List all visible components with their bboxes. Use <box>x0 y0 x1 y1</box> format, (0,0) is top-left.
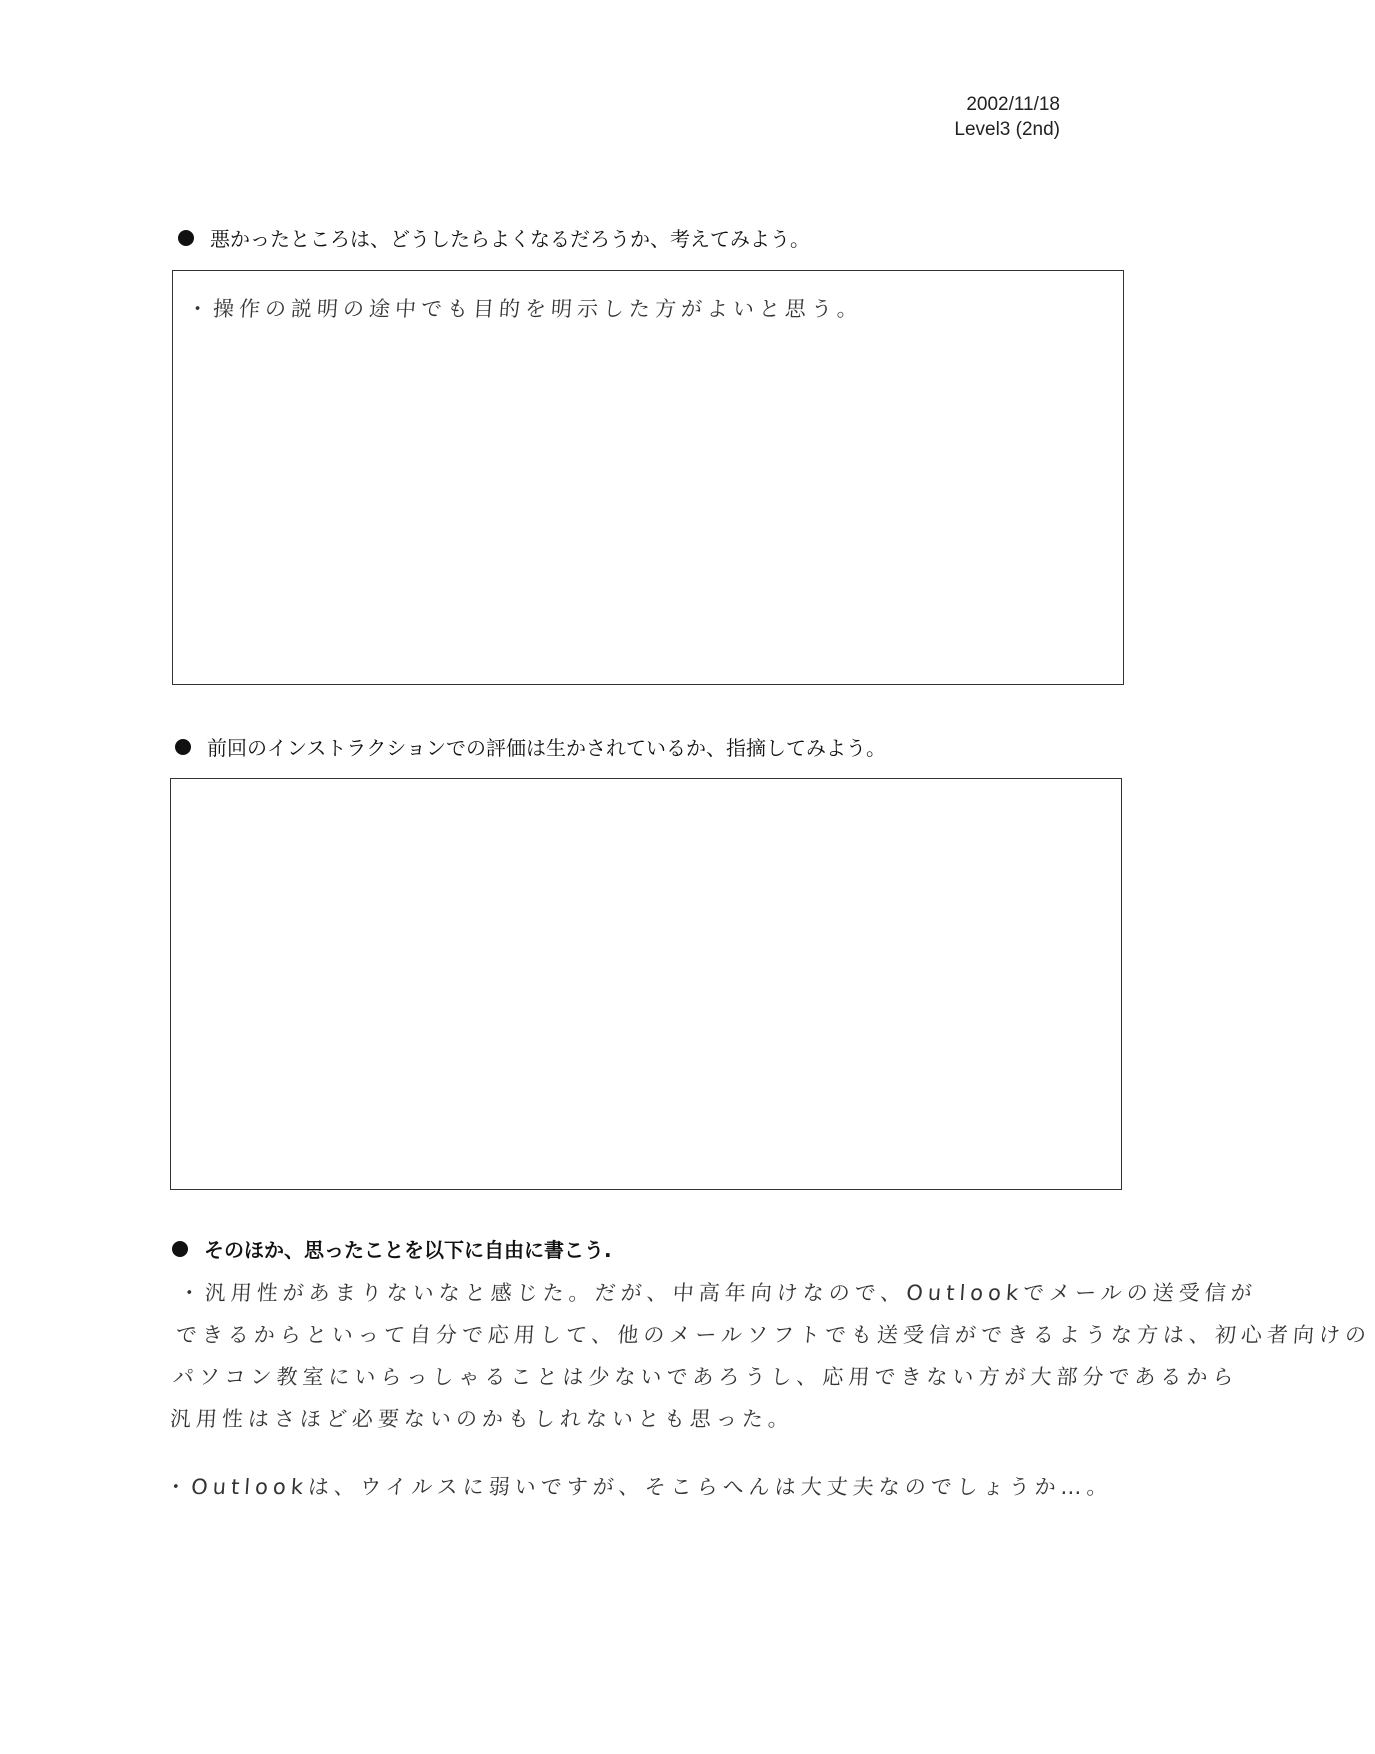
section-heading-3 <box>172 1234 612 1263</box>
section-heading-3-text: そのほか、思ったことを以下に自由に書こう. <box>204 1238 612 1262</box>
free-comment-area[interactable] <box>164 1272 1372 1508</box>
date-label: 2002/11/18 <box>966 94 1060 115</box>
answer-box-2[interactable] <box>170 778 1122 1190</box>
spacer <box>167 1440 1209 1466</box>
section-heading-2-text: 前回のインストラクションでの評価は生かされているか、指摘してみよう。 <box>207 736 886 760</box>
free-comment-line: 汎用性はさほど必要ないのかもしれないとも思った。 <box>169 1407 795 1431</box>
answer-box-1[interactable] <box>172 270 1124 685</box>
free-comment-line: ・Outlookは、ウイルスに弱いですが、そこらへんは大丈夫なのでしょうか…。 <box>164 1475 1114 1499</box>
free-comment-line: パソコン教室にいらっしゃることは少ないであろうし、応用できない方が大部分であるから <box>172 1365 1240 1389</box>
section-heading-1-text: 悪かったところは、どうしたらよくなるだろうか、考えてみよう。 <box>210 227 810 251</box>
section-heading-1 <box>178 223 810 252</box>
level-label: Level3 (2nd) <box>954 119 1060 140</box>
bullet-icon <box>172 1241 188 1257</box>
bullet-icon <box>178 230 194 246</box>
free-comment-line: ・汎用性があまりないなと感じた。だが、中高年向けなので、Outlookでメールの送受信が <box>177 1281 1258 1305</box>
free-comment-line: できるからといって自分で応用して、他のメールソフトでも送受信ができるような方は、初心者向けの <box>175 1323 1372 1347</box>
bullet-icon <box>175 739 191 755</box>
answer-1-text: ・操作の説明の途中でも目的を明示した方がよいと思う。 <box>186 297 864 321</box>
header-meta <box>900 92 1060 142</box>
section-heading-2 <box>175 732 886 761</box>
